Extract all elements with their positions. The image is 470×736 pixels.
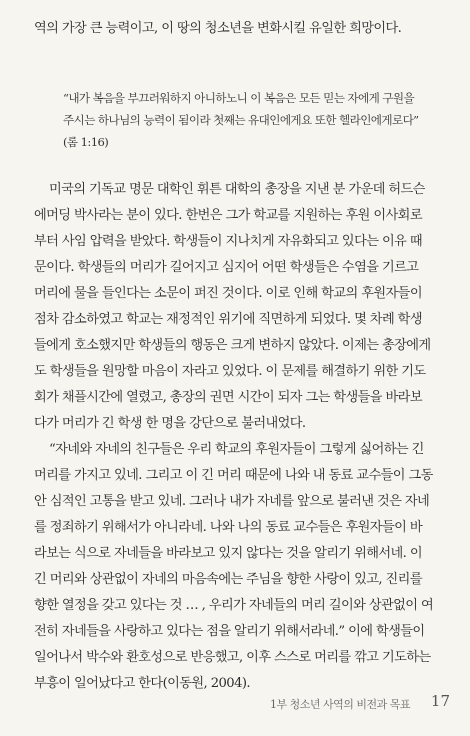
body-line: 긴 머리와 상관없이 자네의 마음속에는 주님을 향한 사랑이 있고, 진리를: [34, 572, 422, 587]
body-line: 안 심적인 고통을 받고 있네. 그러나 내가 자네를 앞으로 불러낸 것은 자네: [34, 494, 430, 509]
page-footer: [270, 690, 450, 716]
body-line: 들에게 호소했지만 학생들의 행동은 크게 변하지 않았다. 이제는 총장에게: [34, 338, 431, 353]
running-footer: 1부 청소년 사역의 비전과 목표: [270, 698, 410, 711]
body-line: 라보는 식으로 자네들을 바라보고 있지 않다는 것을 알리기 위해서네. 이: [34, 546, 422, 561]
body-line: 문이다. 학생들의 머리가 길어지고 심지어 어떤 학생들은 수염을 기르고: [34, 260, 419, 275]
body-line: 머리에 물을 들인다는 소문이 퍼진 것이다. 이로 인해 학교의 후원자들이: [34, 286, 422, 301]
quote-line: “내가 복음을 부끄러워하지 아니하노니 이 복음은 모든 믿는 자에게 구원을: [63, 91, 415, 105]
body-line: 부터 사임 압력을 받았다. 학생들이 지나치게 자유화되고 있다는 이유 때: [34, 234, 422, 249]
quote-line: 주시는 하나님의 능력이 됨이라 첫째는 유대인에게요 또한 헬라인에게로다”: [63, 113, 419, 127]
body-line: “자네와 자네의 친구들은 우리 학교의 후원자들이 그렇게 싫어하는 긴: [49, 442, 424, 457]
top-line: 역의 가장 큰 능력이고, 이 땅의 청소년을 변화시킬 유일한 희망이다.: [34, 21, 402, 36]
page-number: 17: [430, 692, 450, 710]
body-line: 향한 열정을 갖고 있다는 것 … , 우리가 자네들의 머리 길이와 상관없이 여: [34, 598, 434, 613]
body-line: 도 학생들을 원망할 마음이 자라고 있었다. 이 문제를 해결하기 위한 기도: [34, 364, 426, 379]
body-line: 다가 머리가 긴 학생 한 명을 강단으로 불러내었다.: [34, 416, 306, 431]
body-line: 전히 자네들을 사랑하고 있다는 점을 알리기 위해서라네.” 이에 학생들이: [34, 624, 425, 639]
body-line: 점차 감소하였고 학교는 재정적인 위기에 직면하게 되었다. 몇 차례 학생: [34, 312, 422, 327]
body-line: 미국의 기독교 명문 대학인 휘튼 대학의 총장을 지낸 분 가운데 허드슨: [49, 182, 425, 197]
body-line: 일어나서 박수와 환호성으로 반응했고, 이후 스스로 머리를 깎고 기도하는: [34, 650, 431, 665]
quote-reference: (롬 1:16): [63, 135, 109, 149]
body-line: 를 정죄하기 위해서가 아니라네. 나와 나의 동료 교수들은 후원자들이 바: [34, 520, 422, 535]
body-line: 머리를 가지고 있네. 그리고 이 긴 머리 때문에 나와 내 동료 교수들이 그동: [34, 468, 433, 483]
body-line: 에머딩 박사라는 분이 있다. 한번은 그가 학교를 지원하는 후원 이사회로: [34, 208, 422, 223]
body-line: 회가 채플시간에 열렸고, 총장의 권면 시간이 되자 그는 학생들을 바라보: [34, 390, 422, 405]
body-line: 부흥이 일어났다고 한다(이동원, 2004).: [34, 676, 251, 691]
